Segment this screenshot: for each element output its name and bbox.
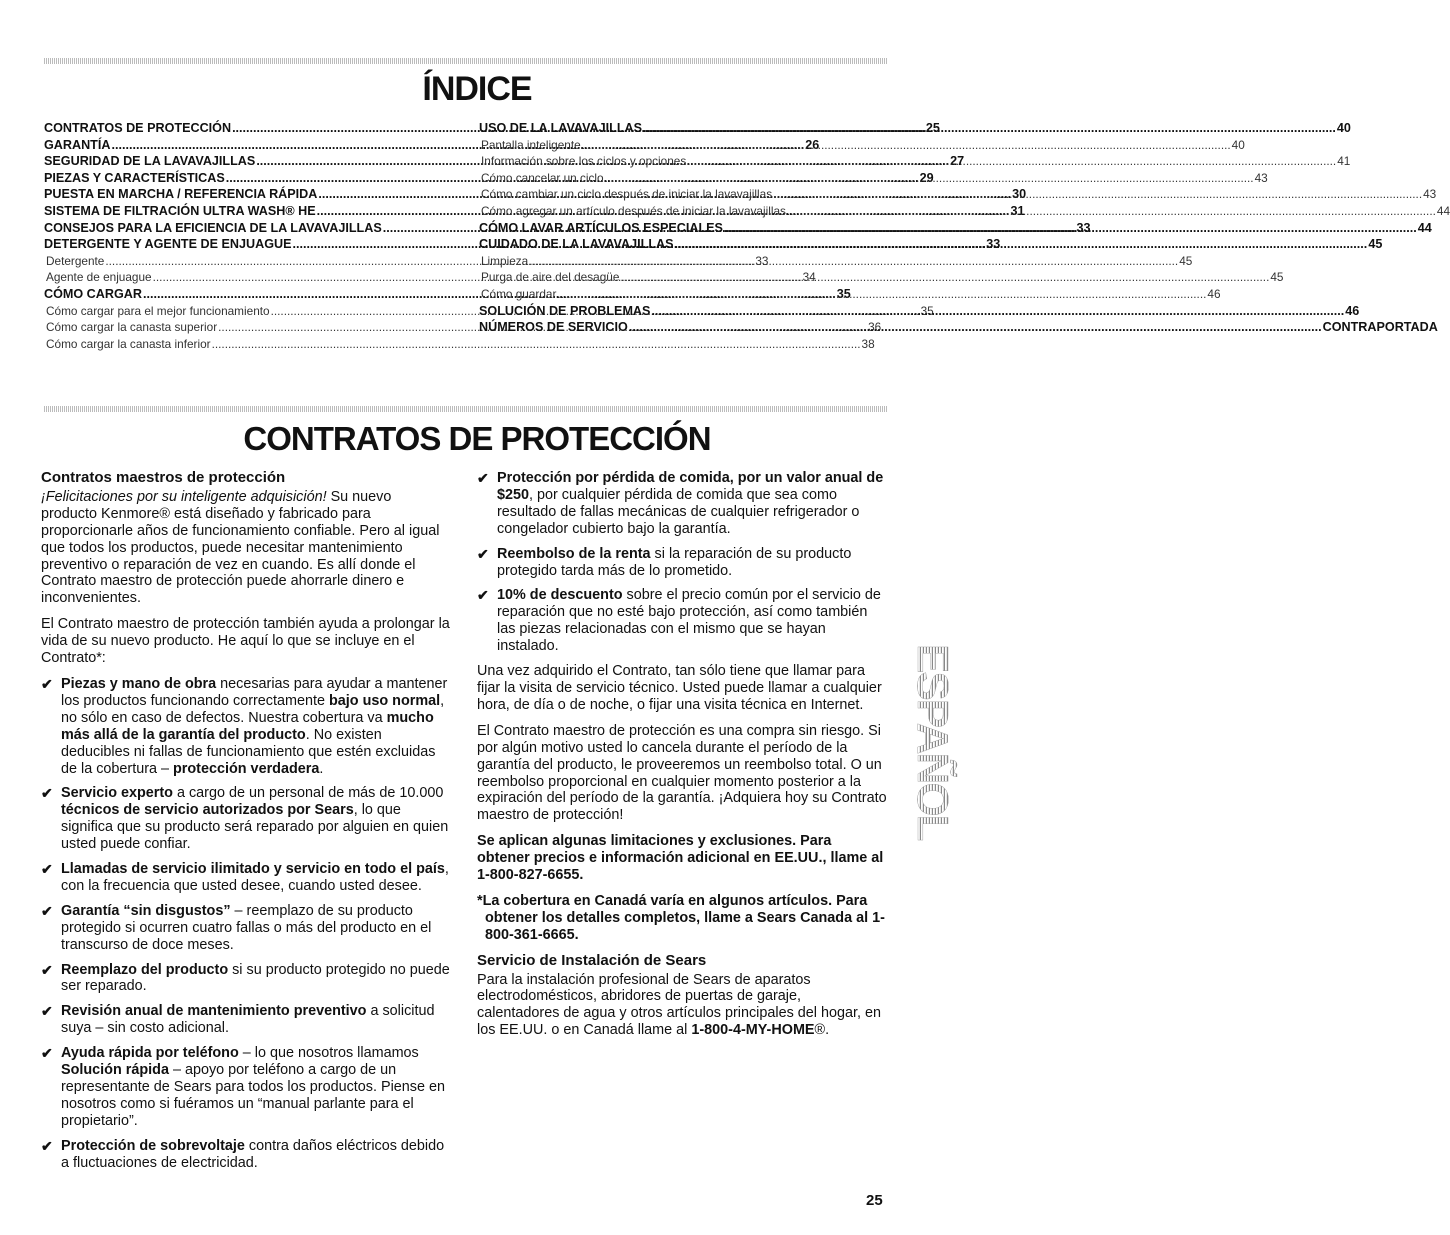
middle-rule: [44, 406, 888, 412]
toc-entry: [479, 269, 1284, 286]
toc-entry: [479, 319, 1438, 336]
toc-leader-dots: [773, 186, 1422, 203]
toc-entry-title: Cómo cargar la canasta inferior: [46, 336, 211, 351]
list-item: ✔ 10% de descuento sobre el precio común por el servicio de reparación que no esté bajo protección, así como también las piezas relacionadas con el mismo que se hayan instalado.: [477, 587, 881, 655]
toc-entry-title: DETERGENTE Y AGENTE DE ENJUAGUE: [44, 237, 292, 252]
toc-leader-dots: [643, 120, 1336, 137]
check-icon: ✔: [41, 902, 53, 919]
toc-entry-title: Purga de aire del desagüe: [481, 270, 620, 285]
installation-paragraph: Para la instalación profesional de Sears de aparatos electrodomésticos, abridores de puertas de garaje, calentadores de agua y otros artículos principales del hogar, en los EE.UU. o en Canadá llame al 1-800-4-MY-HOME®.: [477, 971, 881, 1039]
check-icon: ✔: [41, 1045, 53, 1062]
toc-entry-page: 43: [1254, 170, 1268, 185]
toc-leader-dots: [787, 203, 1436, 220]
top-rule: [44, 58, 888, 64]
toc-entry-title: CÓMO LAVAR ARTÍCULOS ESPECIALES: [479, 220, 723, 235]
toc-entry-page: 44: [1436, 203, 1450, 218]
toc-entry-page: CONTRAPORTADA: [1322, 320, 1438, 335]
toc-entry-title: Detergente: [46, 253, 105, 268]
call-paragraph: Una vez adquirido el Contrato, tan sólo tiene que llamar para fijar la visita de servicio técnico. Usted puede llamar a cualquier hora, de día o de noche, o fijar una visita técnica en Internet.: [477, 663, 882, 713]
list-item: ✔ Ayuda rápida por teléfono – lo que nosotros llamamos Solución rápida – apoyo por teléfono a cargo de un representante de Sears para todos los productos. Piense en nosotros como si fuéramos un “manual parlante para el propietario”.: [41, 1045, 445, 1129]
toc-entry-page: 31: [1010, 203, 1025, 218]
toc-leader-dots: [529, 253, 1178, 270]
contracts-heading: Contratos maestros de protección: [41, 469, 286, 486]
toc-leader-dots: [605, 170, 1254, 187]
toc-entry-title: Cómo guardar: [481, 286, 557, 301]
toc-entry-page: 40: [1336, 121, 1351, 135]
list-item: ✔ Garantía “sin disgustos” – reemplazo de su producto protegido si ocurren cuatro fallas o más del producto en el transcurso de doce meses.: [41, 902, 432, 953]
toc-entry-title: CONSEJOS PARA LA EFICIENCIA DE LA LAVAVAJILLAS: [44, 220, 382, 235]
toc-leader-dots: [651, 303, 1344, 320]
list-item: ✔ Protección de sobrevoltaje contra daños eléctricos debido a fluctuaciones de electricidad.: [41, 1137, 445, 1171]
contracts-left-column: [41, 470, 451, 1180]
toc-entry-page: 27: [950, 154, 965, 169]
language-side-tab: [902, 640, 957, 840]
canada-paragraph: *La cobertura en Canadá varía en algunos artículos. Para obtener los detalles completos, llame a Sears Canada al 1-800-361-6665.: [477, 892, 885, 943]
check-icon: ✔: [41, 785, 53, 802]
toc-entry-page: 45: [1270, 270, 1284, 285]
toc-entry-title: SISTEMA DE FILTRACIÓN ULTRA WASH® HE: [44, 203, 316, 218]
toc-entry-title: SEGURIDAD DE LA LAVAVAJILLAS: [44, 154, 256, 169]
toc-entry-title: SOLUCIÓN DE PROBLEMAS: [479, 303, 651, 318]
contracts-right-column: [477, 470, 887, 1048]
toc-entry-title: NÚMEROS DE SERVICIO: [479, 320, 628, 335]
toc-entry-title: CONTRATOS DE PROTECCIÓN: [44, 121, 232, 135]
toc-entry-page: 44: [1417, 220, 1432, 235]
toc-leader-dots: [212, 336, 861, 353]
check-icon: ✔: [41, 861, 53, 878]
toc-entry-page: 45: [1179, 253, 1193, 268]
limitations-paragraph: Se aplican algunas limitaciones y exclusiones. Para obtener precios e información adicional en EE.UU., llame al 1-800-827-6655.: [477, 833, 884, 884]
toc-entry-page: 35: [920, 303, 934, 318]
toc-entry-page: 43: [1423, 187, 1437, 202]
toc-entry-title: CUIDADO DE LA LAVAVAJILLAS: [479, 237, 674, 252]
toc-entry-page: 45: [1368, 237, 1383, 252]
list-item: ✔ Servicio experto a cargo de un personal de más de 10.000 técnicos de servicio autorizados por Sears, lo que significa que su producto será reparado por alguien en quien usted puede confiar.: [41, 785, 449, 853]
toc-entry-title: Información sobre los ciclos y opciones: [481, 154, 687, 169]
toc-entry-page: 33: [1076, 220, 1091, 235]
toc-entry-title: Limpieza: [481, 253, 529, 268]
toc-entry-title: Pantalla inteligente: [481, 137, 581, 152]
toc-entry-title: PUESTA EN MARCHA / REFERENCIA RÁPIDA: [44, 187, 318, 202]
toc-entry-page: 29: [919, 170, 934, 185]
list-item: ✔ Llamadas de servicio ilimitado y servicio en todo el país, con la frecuencia que usted desee, cuando usted desee.: [41, 861, 449, 894]
toc-entry-page: 40: [1231, 137, 1245, 152]
toc-leader-dots: [687, 153, 1336, 170]
list-item: ✔ Piezas y mano de obra necesarias para ayudar a mantener los productos funcionando correctamente bajo uso normal, no sólo en caso de defectos. Nuestra cobertura va mucho más allá de la garantía del producto. No existen deducibles ni fallas de funcionamiento que estén excluidas de la cobertura – protección verdadera.: [41, 675, 448, 777]
toc-entry-page: 46: [1345, 303, 1360, 318]
toc-entry-title: GARANTÍA: [44, 137, 111, 152]
contracts-title: CONTRATOS DE PROTECCIÓN: [243, 420, 711, 457]
coverage-paragraph: El Contrato maestro de protección también ayuda a prolongar la vida de su nuevo producto. He aquí lo que se incluye en el Contrato*:: [41, 616, 450, 667]
toc-leader-dots: [629, 319, 1322, 336]
side-tab-label: ESPAÑOL: [908, 644, 957, 840]
check-icon: ✔: [41, 1003, 53, 1020]
toc-entry: [479, 286, 1221, 303]
list-item: ✔ Revisión anual de mantenimiento preventivo a solicitud suya – sin costo adicional.: [41, 1003, 435, 1037]
toc-entry-title: Cómo cambiar un ciclo después de iniciar la lavavajillas: [481, 187, 773, 202]
toc-entry-title: Cómo cargar para el mejor funcionamiento: [46, 303, 270, 318]
toc-leader-dots: [724, 220, 1417, 237]
toc-entry-page: 46: [1207, 286, 1221, 301]
toc-leader-dots: [620, 269, 1269, 286]
toc-entry-page: 36: [868, 320, 882, 335]
toc-entry-page: 41: [1337, 154, 1351, 169]
toc-entry-title: PIEZAS Y CARACTERÍSTICAS: [44, 170, 225, 185]
check-icon: ✔: [477, 470, 489, 486]
toc-leader-dots: [557, 286, 1206, 303]
toc-entry-title: Cómo agregar un artículo después de iniciar la lavavajillas: [481, 203, 786, 218]
intro-paragraph: ¡Felicitaciones por su inteligente adquisición! Su nuevo producto Kenmore® está diseñado y fabricado para proporcionarle años de funcionamiento confiable. Pero al igual que todos los productos, puede necesitar mantenimiento preventivo o reparación de vez en cuando. Es allí donde el Contrato maestro de protección puede ahorrarle dinero e inconvenientes.: [41, 488, 440, 607]
risk-free-paragraph: El Contrato maestro de protección es una compra sin riesgo. Si por algún motivo usted lo cancela durante el período de la garantía del producto, le proveeremos un reembolso total. O un reembolso proporcional en cualquier momento posterior a la expiración del período de la garantía. ¡Adquiera hoy su Contrato maestro de protección!: [477, 722, 887, 824]
check-icon: ✔: [41, 675, 53, 692]
toc-entry-title: Cómo cancelar un ciclo: [481, 170, 604, 185]
toc-entry-title: Cómo cargar la canasta superior: [46, 320, 218, 335]
toc-entry-page: 38: [861, 336, 875, 351]
toc-entry-page: 34: [802, 270, 816, 285]
toc-entry: [44, 336, 875, 353]
toc-entry: [479, 137, 1245, 154]
toc-entry-title: USO DE LA LAVAVAJILLAS: [479, 121, 643, 135]
installation-heading: Servicio de Instalación de Sears: [477, 951, 707, 969]
toc-leader-dots: [582, 137, 1231, 154]
toc-leader-dots: [675, 236, 1368, 253]
toc-entry-page: 33: [986, 237, 1001, 252]
page-number: 25: [866, 1192, 883, 1209]
list-item: ✔ Reembolso de la renta si la reparación de su producto protegido tarda más de lo prometido.: [477, 545, 852, 579]
toc-entry-title: CÓMO CARGAR: [44, 286, 142, 301]
list-item: ✔ Reemplazo del producto si su producto protegido no puede ser reparado.: [41, 961, 450, 995]
toc-entry-page: 26: [805, 137, 820, 152]
check-icon: ✔: [477, 545, 489, 562]
check-icon: ✔: [41, 1137, 53, 1154]
toc-entry-title: Agente de enjuague: [46, 270, 152, 285]
index-title: ÍNDICE: [422, 70, 532, 108]
toc-entry-page: 30: [1012, 187, 1027, 202]
check-icon: ✔: [41, 961, 53, 978]
list-item: ✔ Protección por pérdida de comida, por un valor anual de $250, por cualquier pérdida de comida que sea como resultado de fallas mecánicas de cualquier refrigerador o congelador cubierto bajo la garantía.: [477, 470, 884, 537]
toc-entry: [479, 253, 1193, 270]
toc-entry-page: 33: [755, 253, 769, 268]
toc-entry-page: 25: [925, 121, 940, 135]
check-icon: ✔: [477, 587, 489, 604]
toc-entry-page: 35: [836, 286, 851, 301]
